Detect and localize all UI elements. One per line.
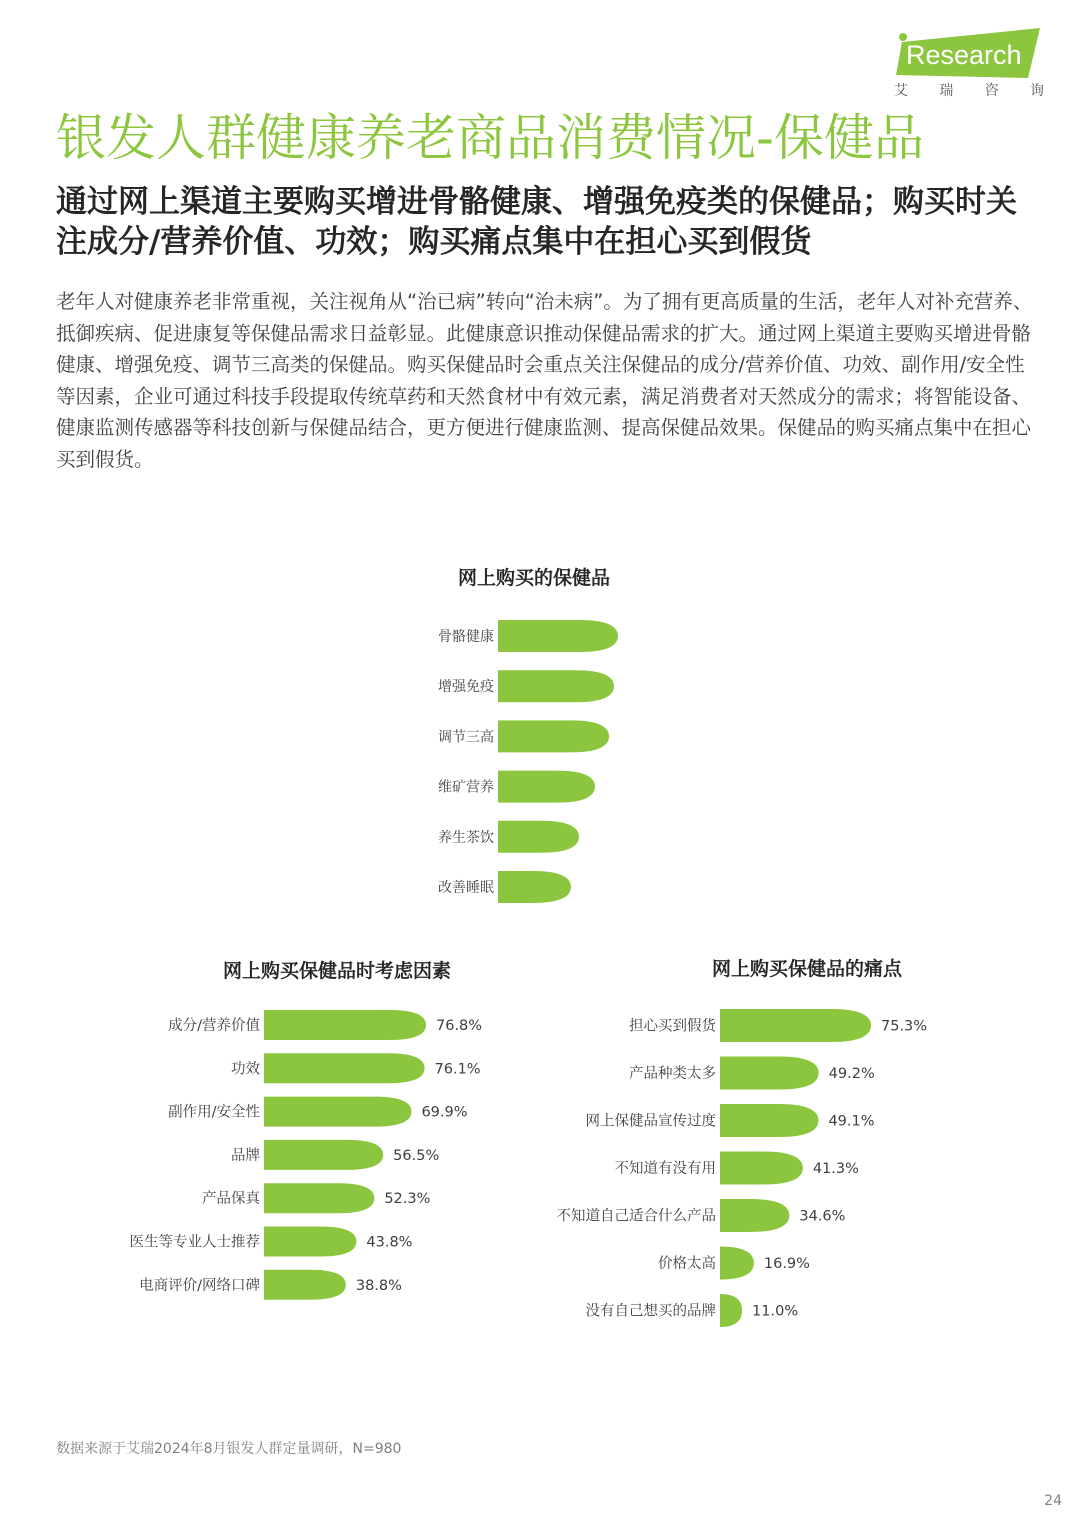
bar: [264, 1010, 426, 1040]
data-label: 69.9%: [421, 1104, 468, 1121]
data-label: 56.5%: [393, 1147, 440, 1164]
chart-painpoints: [557, 1009, 928, 1327]
data-label: 43.8%: [366, 1234, 413, 1251]
data-label: 16.9%: [763, 1256, 810, 1272]
bar: [720, 1057, 819, 1090]
body-paragraph: 老年人对健康养老非常重视，关注视角从“治已病”转向“治未病”。为了拥有更高质量的生活，老年人对补充营养、抵御疾病、促进康复等保健品需求日益彰显。此健康意识推动保健品需求的扩大。通过网上渠道主要购买增进骨骼健康、增强免疫、调节三高类的保健品。购买保健品时会重点关注保健品的成分/营养价值、功效、副作用/安全性等因素，企业可通过科技手段提取传统草药和天然食材中有效元素，满足消费者对天然成分的需求；将智能设备、健康监测传感器等科技创新与保健品结合，更方便进行健康监测、提高保健品效果。保健品的购买痛点集中在担心买到假货。: [56, 290, 1033, 471]
category-label: 医生等专业人士推荐: [129, 1234, 260, 1251]
chart-title-factors: 网上购买保健品时考虑因素: [223, 960, 452, 982]
bar: [264, 1183, 374, 1213]
bar: [498, 720, 609, 752]
category-label: 产品保真: [202, 1191, 260, 1208]
bar: [498, 670, 614, 702]
category-label: 养生茶饮: [438, 829, 494, 846]
chart-factors: [130, 1010, 483, 1300]
bar: [498, 871, 571, 903]
logo-char: 艾: [894, 83, 908, 99]
bar: [498, 821, 579, 853]
bar: [720, 1152, 803, 1185]
data-source: 数据来源于艾瑞2024年8月银发人群定量调研，N=980: [56, 1441, 402, 1457]
chart-title-products: 网上购买的保健品: [458, 567, 611, 589]
data-label: 76.8%: [436, 1018, 483, 1034]
category-label: 调节三高: [438, 729, 494, 746]
category-label: 产品种类太多: [629, 1066, 716, 1082]
bar: [720, 1294, 742, 1327]
bar: [720, 1199, 789, 1232]
logo-char: 咨: [984, 83, 999, 99]
bar: [498, 771, 595, 803]
logo-char: 瑞: [939, 83, 954, 99]
bar: [264, 1227, 356, 1257]
bar: [264, 1053, 425, 1083]
data-label: 76.1%: [434, 1061, 481, 1078]
logo-char: 询: [1029, 83, 1044, 99]
category-label: 维矿营养: [438, 779, 494, 796]
bar: [720, 1104, 818, 1137]
data-label: 41.3%: [812, 1161, 859, 1177]
page-title: 银发人群健康养老商品消费情况-保健品: [56, 109, 925, 167]
category-label: 电商评价/网络口碑: [139, 1277, 260, 1294]
bar: [720, 1247, 754, 1280]
category-label: 没有自己想买的品牌: [585, 1303, 716, 1320]
category-label: 副作用/安全性: [168, 1104, 260, 1121]
data-label: 49.1%: [828, 1113, 875, 1130]
category-label: 担心买到假货: [629, 1018, 716, 1035]
data-label: 38.8%: [355, 1277, 402, 1294]
data-label: 49.2%: [828, 1066, 875, 1082]
category-label: 不知道自己适合什么产品: [556, 1208, 716, 1225]
data-label: 75.3%: [881, 1018, 928, 1035]
category-label: 功效: [231, 1061, 260, 1078]
page-number: 24: [1044, 1493, 1062, 1509]
data-label: 11.0%: [752, 1303, 799, 1320]
chart-title-painpoints: 网上购买保健品的痛点: [712, 958, 903, 980]
data-label: 34.6%: [799, 1208, 846, 1225]
bar: [264, 1140, 383, 1170]
category-label: 骨骼健康: [438, 629, 494, 645]
category-label: 不知道有没有用: [614, 1161, 716, 1177]
svg-text:Research: Research: [906, 40, 1022, 70]
category-label: 品牌: [231, 1147, 260, 1164]
bar: [264, 1097, 411, 1127]
bar: [264, 1270, 346, 1300]
category-label: 网上保健品宣传过度: [585, 1113, 716, 1130]
category-label: 改善睡眠: [438, 880, 494, 896]
category-label: 价格太高: [658, 1256, 716, 1272]
bar: [720, 1009, 871, 1042]
page-subtitle: 通过网上渠道主要购买增进骨骼健康、增强免疫类的保健品；购买时关注成分/营养价值、功效；购买痛点集中在担心买到假货: [56, 184, 1017, 260]
category-label: 增强免疫: [438, 679, 494, 696]
category-label: 成分/营养价值: [168, 1018, 260, 1034]
chart-products: [438, 620, 618, 903]
data-label: 52.3%: [384, 1191, 431, 1208]
bar: [498, 620, 618, 652]
